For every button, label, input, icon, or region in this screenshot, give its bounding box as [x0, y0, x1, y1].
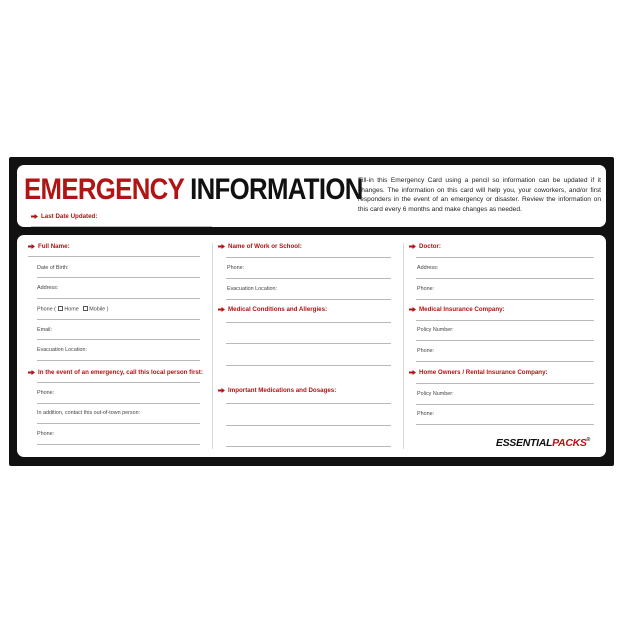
address-field[interactable]	[37, 298, 200, 299]
medical-insurance-field[interactable]	[416, 320, 594, 321]
doctor-phone-label: Phone:	[417, 286, 435, 292]
instructions-text: Fill-in this Emergency Card using a pencil so information can be updated if it changes. The information on this card will help you, your coworkers, and/or first responders in the event of an emergency or disaster. Review the information on this card every 6 months and make changes as needed.	[358, 177, 601, 213]
out-of-town-label: In addition, contact this out-of-town person:	[37, 410, 141, 416]
work-phone-field[interactable]	[226, 278, 391, 279]
medical-insurance-phone-field[interactable]	[416, 361, 594, 362]
arrow-right-icon	[218, 388, 225, 393]
last-date-updated	[31, 213, 97, 220]
medications-line[interactable]	[226, 403, 391, 404]
column-divider	[403, 243, 404, 449]
last-date-label: Last Date Updated:	[41, 213, 98, 220]
home-policy-label: Policy Number:	[417, 391, 454, 397]
evacuation-location-field[interactable]	[37, 360, 200, 361]
mobile-checkbox[interactable]	[83, 306, 88, 311]
arrow-right-icon	[28, 244, 35, 249]
email-field[interactable]	[37, 339, 200, 340]
full-name-field[interactable]	[28, 256, 200, 257]
out-of-town-phone-field[interactable]	[37, 444, 200, 445]
last-date-field[interactable]	[31, 226, 212, 227]
home-insurance-phone-field[interactable]	[416, 424, 594, 425]
home-insurance-heading: Home Owners / Rental Insurance Company:	[409, 369, 548, 376]
work-school-heading: Name of Work or School:	[218, 243, 302, 250]
local-phone-label: Phone:	[37, 390, 55, 396]
medical-conditions-line[interactable]	[226, 322, 391, 323]
title-information: INFORMATION	[190, 173, 363, 206]
arrow-right-icon	[31, 214, 38, 219]
arrow-right-icon	[218, 307, 225, 312]
home-policy-field[interactable]	[416, 404, 594, 405]
medical-conditions-line[interactable]	[226, 365, 391, 366]
work-school-field[interactable]	[226, 257, 391, 258]
emergency-card	[9, 157, 614, 466]
arrow-right-icon	[409, 307, 416, 312]
medications-heading: Important Medications and Dosages:	[218, 387, 336, 394]
doctor-address-field[interactable]	[416, 278, 594, 279]
home-insurance-phone-label: Phone:	[417, 411, 435, 417]
doctor-heading: Doctor:	[409, 243, 441, 250]
local-contact-field[interactable]	[37, 382, 200, 383]
phone-type-label: Phone ( Home Mobile )	[37, 306, 109, 313]
full-name-heading: Full Name:	[28, 243, 70, 250]
work-evacuation-label: Evacuation Location:	[227, 286, 278, 292]
doctor-phone-field[interactable]	[416, 299, 594, 300]
local-phone-field[interactable]	[37, 403, 200, 404]
medical-policy-label: Policy Number:	[417, 327, 454, 333]
form-panel	[17, 235, 606, 457]
evacuation-location-label: Evacuation Location:	[37, 347, 88, 353]
address-label: Address:	[37, 285, 59, 291]
column-divider	[212, 243, 213, 449]
arrow-right-icon	[409, 244, 416, 249]
home-insurance-field[interactable]	[416, 383, 594, 384]
medical-insurance-heading: Medical Insurance Company:	[409, 306, 505, 313]
home-checkbox[interactable]	[58, 306, 63, 311]
medications-line[interactable]	[226, 425, 391, 426]
header-panel	[17, 165, 606, 227]
medical-policy-field[interactable]	[416, 340, 594, 341]
arrow-right-icon	[218, 244, 225, 249]
medical-insurance-phone-label: Phone:	[417, 348, 435, 354]
medical-conditions-heading: Medical Conditions and Allergies:	[218, 306, 327, 313]
doctor-field[interactable]	[416, 257, 594, 258]
out-of-town-field[interactable]	[37, 423, 200, 424]
essentialpacks-logo: ESSENTIALPACKS®	[495, 437, 590, 449]
card-title	[24, 175, 363, 205]
medical-conditions-line[interactable]	[226, 343, 391, 344]
date-of-birth-field[interactable]	[37, 277, 200, 278]
local-contact-heading: In the event of an emergency, call this local person first:	[28, 369, 203, 376]
work-evacuation-field[interactable]	[226, 299, 391, 300]
arrow-right-icon	[409, 370, 416, 375]
work-phone-label: Phone:	[227, 265, 245, 271]
medications-line[interactable]	[226, 446, 391, 447]
email-label: Email:	[37, 327, 52, 333]
date-of-birth-label: Date of Birth:	[37, 265, 69, 271]
title-emergency: EMERGENCY	[24, 173, 184, 206]
doctor-address-label: Address:	[417, 265, 439, 271]
phone-field[interactable]	[37, 319, 200, 320]
out-of-town-phone-label: Phone:	[37, 431, 55, 437]
arrow-right-icon	[28, 370, 35, 375]
